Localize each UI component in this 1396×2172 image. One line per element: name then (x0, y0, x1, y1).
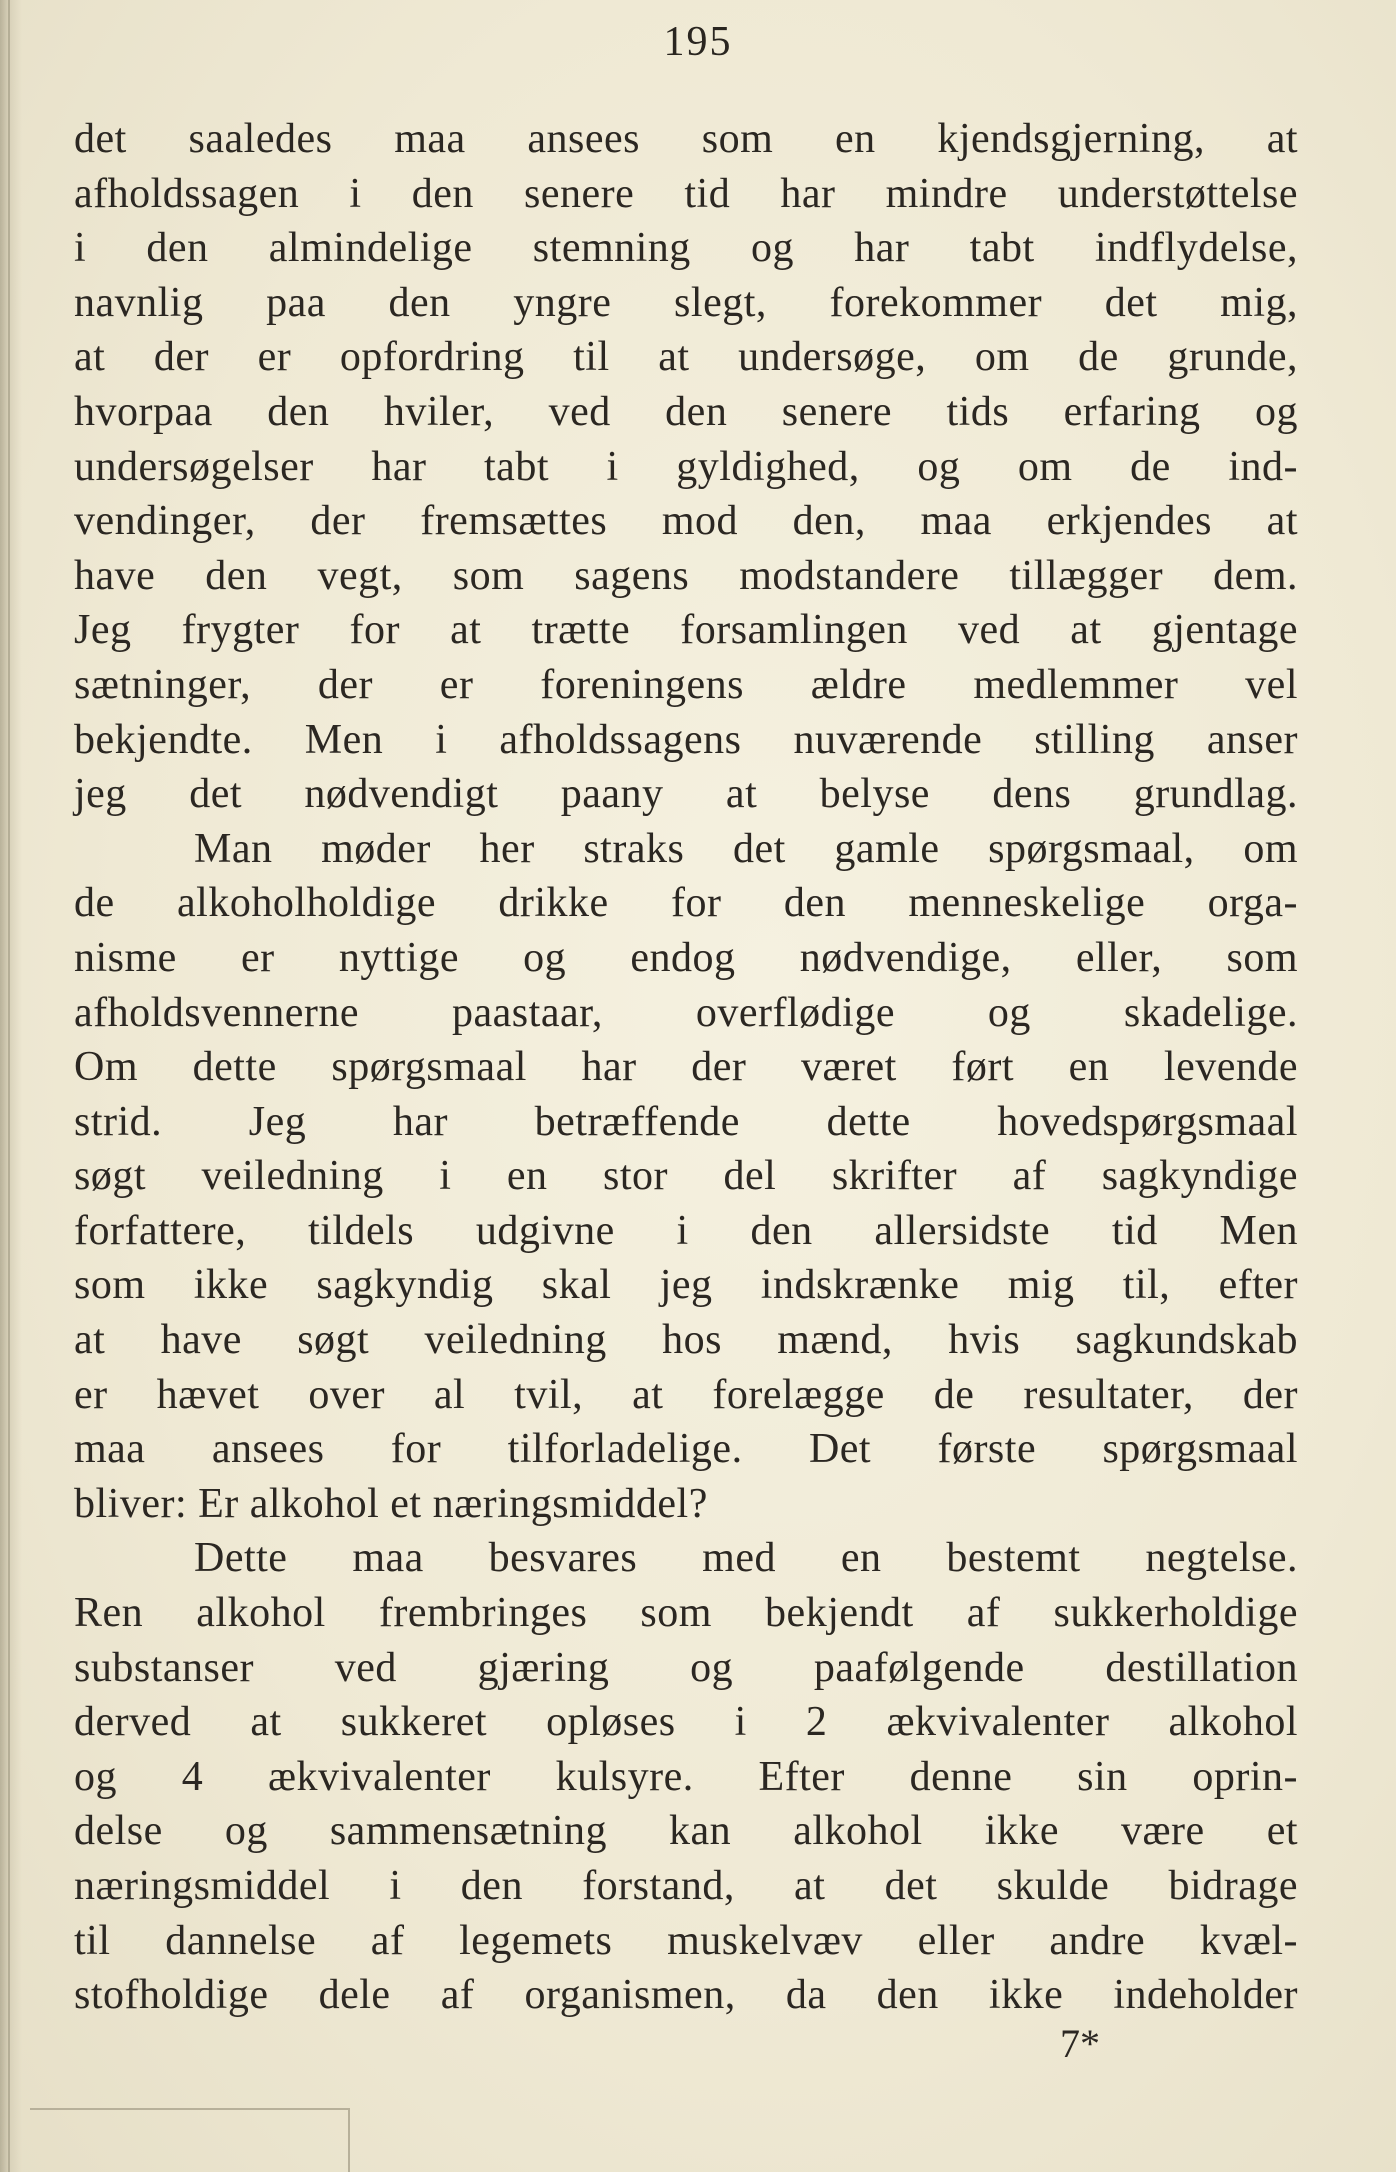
text-line: delse og sammensætning kan alkohol ikke være et (74, 1808, 1298, 1855)
text-line: afholdsvennerne paastaar, overflødige og skadelige. (74, 989, 1298, 1036)
text-line: det saaledes maa ansees som en kjendsgjerning, at (74, 116, 1298, 162)
text-line: stofholdige dele af organismen, da den ikke indeholder (74, 1972, 1298, 2019)
text-line: navnlig paa den yngre slegt, forekommer det mig, (74, 279, 1298, 326)
text-line: afholdssagen i den senere tid har mindre understøttelse (74, 170, 1298, 217)
text-line: de alkoholholdige drikke for den menneskelige orga- (74, 880, 1298, 927)
text-line: er hævet over al tvil, at forelægge de resultater, der (74, 1371, 1298, 1418)
text-line: Ren alkohol frembringes som bekjendt af sukkerholdige (74, 1590, 1298, 1637)
text-line: derved at sukkeret opløses i 2 ækvivalenter alkohol (74, 1699, 1298, 1746)
text-line: som ikke sagkyndig skal jeg indskrænke mig til, efter (74, 1262, 1298, 1309)
text-line: forfattere, tildels udgivne i den allersidste tid Men (74, 1207, 1298, 1254)
signature-mark: 7* (1060, 2021, 1100, 2066)
text-line: Om dette spørgsmaal har der været ført en levende (74, 1044, 1298, 1091)
text-line: at have søgt veiledning hos mænd, hvis sagkundskab (74, 1317, 1298, 1364)
text-line: søgt veiledning i en stor del skrifter af sagkyndige (74, 1153, 1298, 1200)
text-line: Jeg frygter for at trætte forsamlingen ved at gjentage (74, 607, 1298, 654)
text-line: undersøgelser har tabt i gyldighed, og om de ind- (74, 443, 1298, 490)
text-line: bekjendte. Men i afholdssagens nuværende stilling anser (74, 716, 1298, 763)
text-line: Dette maa besvares med en bestemt negtelse. (194, 1535, 1298, 1582)
text-line: til dannelse af legemets muskelvæv eller andre kvæl- (74, 1917, 1298, 1964)
text-line: bliver: Er alkohol et næringsmiddel? (74, 1480, 708, 1527)
text-line: have den vegt, som sagens modstandere tillægger dem. (74, 552, 1298, 599)
text-line: i den almindelige stemning og har tabt indflydelse, (74, 225, 1298, 272)
text-line: strid. Jeg har betræffende dette hovedspørgsmaal (74, 1098, 1298, 1145)
text-line: maa ansees for tilforladelige. Det første spørgsmaal (74, 1426, 1298, 1473)
page-edge-rule (30, 2108, 350, 2110)
text-line: og 4 ækvivalenter kulsyre. Efter denne sin oprin- (74, 1753, 1298, 1800)
text-line: sætninger, der er foreningens ældre medlemmer vel (74, 661, 1298, 708)
page-edge-rule-vertical (348, 2108, 350, 2172)
text-line: vendinger, der fremsættes mod den, maa erkjendes at (74, 498, 1298, 545)
page-number: 195 (663, 19, 733, 65)
binding-edge (8, 0, 10, 2172)
binding-gutter (0, 0, 22, 2172)
body-text (74, 112, 1298, 2023)
text-line: Man møder her straks det gamle spørgsmaal, om (194, 825, 1298, 872)
text-line: substanser ved gjæring og paafølgende destillation (74, 1644, 1298, 1691)
text-line: nisme er nyttige og endog nødvendige, eller, som (74, 934, 1298, 981)
text-line: hvorpaa den hviler, ved den senere tids erfaring og (74, 388, 1298, 435)
text-line: at der er opfordring til at undersøge, om de grunde, (74, 334, 1298, 381)
text-line: næringsmiddel i den forstand, at det skulde bidrage (74, 1863, 1298, 1909)
text-line: jeg det nødvendigt paany at belyse dens grundlag. (74, 771, 1298, 818)
